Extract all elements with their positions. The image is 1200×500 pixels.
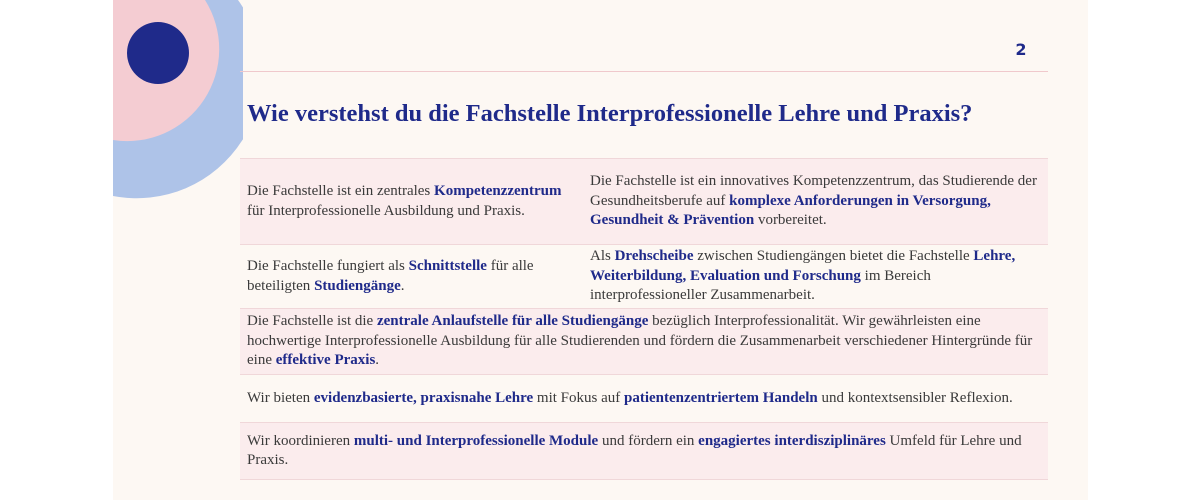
slide <box>113 0 1088 500</box>
statement-cell: Die Fachstelle ist ein innovatives Kompetenzzentrum, das Studierende der Gesundheitsberufe auf komplexe Anforderungen in Versorgung, Gesundheit & Prävention vorbereitet. <box>590 173 1037 229</box>
page-number: 2 <box>1015 40 1027 59</box>
header-divider <box>240 71 1048 72</box>
emphasis-text: Kompetenzzentrum <box>434 183 562 199</box>
emphasis-text: Schnittstelle <box>408 258 487 274</box>
table-row <box>240 422 1048 480</box>
emphasis-text: komplexe Anforderungen in Versorgung, Gesundheit & Prävention <box>590 192 991 229</box>
emphasis-text: effektive Praxis <box>275 352 376 369</box>
statement-cell: Die Fachstelle ist die zentrale Anlaufstelle für alle Studiengänge bezüglich Interprofessionalität. Wir gewährleisten eine hochwertige Interprofessionelle Ausbildung für alle Studierenden und fördern die Zusammenarbeit verschiedener Hintergründe für eine effektive Praxis. <box>247 313 1033 369</box>
emphasis-text: multi- und Interprofessionelle Module <box>353 432 599 449</box>
statement-cell: Wir bieten evidenzbasierte, praxisnahe Lehre mit Fokus auf patientenzentriertem Handeln und kontextsensibler Reflexion. <box>247 389 1013 406</box>
emphasis-text: patientenzentriertem Handeln <box>624 389 818 406</box>
emphasis-text: Studiengänge <box>314 277 401 294</box>
table-row <box>240 244 1048 308</box>
statement-cell: Die Fachstelle ist ein zentrales Kompetenzzentrum für Interprofessionelle Ausbildung und Praxis. <box>247 183 562 219</box>
table-row <box>240 308 1048 374</box>
emphasis-text: zentrale Anlaufstelle für alle Studiengänge <box>376 313 649 330</box>
statement-cell: Als Drehscheibe zwischen Studiengängen bietet die Fachstelle Lehre, Weiterbildung, Evaluation und Forschung im Bereich interprofessioneller Zusammenarbeit. <box>590 248 1016 304</box>
navy-dot <box>127 22 189 84</box>
table-row <box>240 158 1048 244</box>
statement-cell: Die Fachstelle fungiert als Schnittstelle für alle beteiligten Studiengänge. <box>247 258 534 294</box>
statements-table <box>240 158 1048 480</box>
statement-cell: Wir koordinieren multi- und Interprofessionelle Module und fördern ein engagiertes interdisziplinäres Umfeld für Lehre und Praxis. <box>247 432 1022 468</box>
table-row <box>240 374 1048 422</box>
emphasis-text: engagiertes interdisziplinäres <box>698 432 886 449</box>
emphasis-text: Lehre, Weiterbildung, Evaluation und Forschung <box>590 248 1016 284</box>
emphasis-text: evidenzbasierte, praxisnahe Lehre <box>313 389 534 406</box>
decorative-rings-graphic <box>113 0 243 210</box>
emphasis-text: Drehscheibe <box>614 248 694 265</box>
page-title: Wie verstehst du die Fachstelle Interprofessionelle Lehre und Praxis? <box>247 100 973 127</box>
